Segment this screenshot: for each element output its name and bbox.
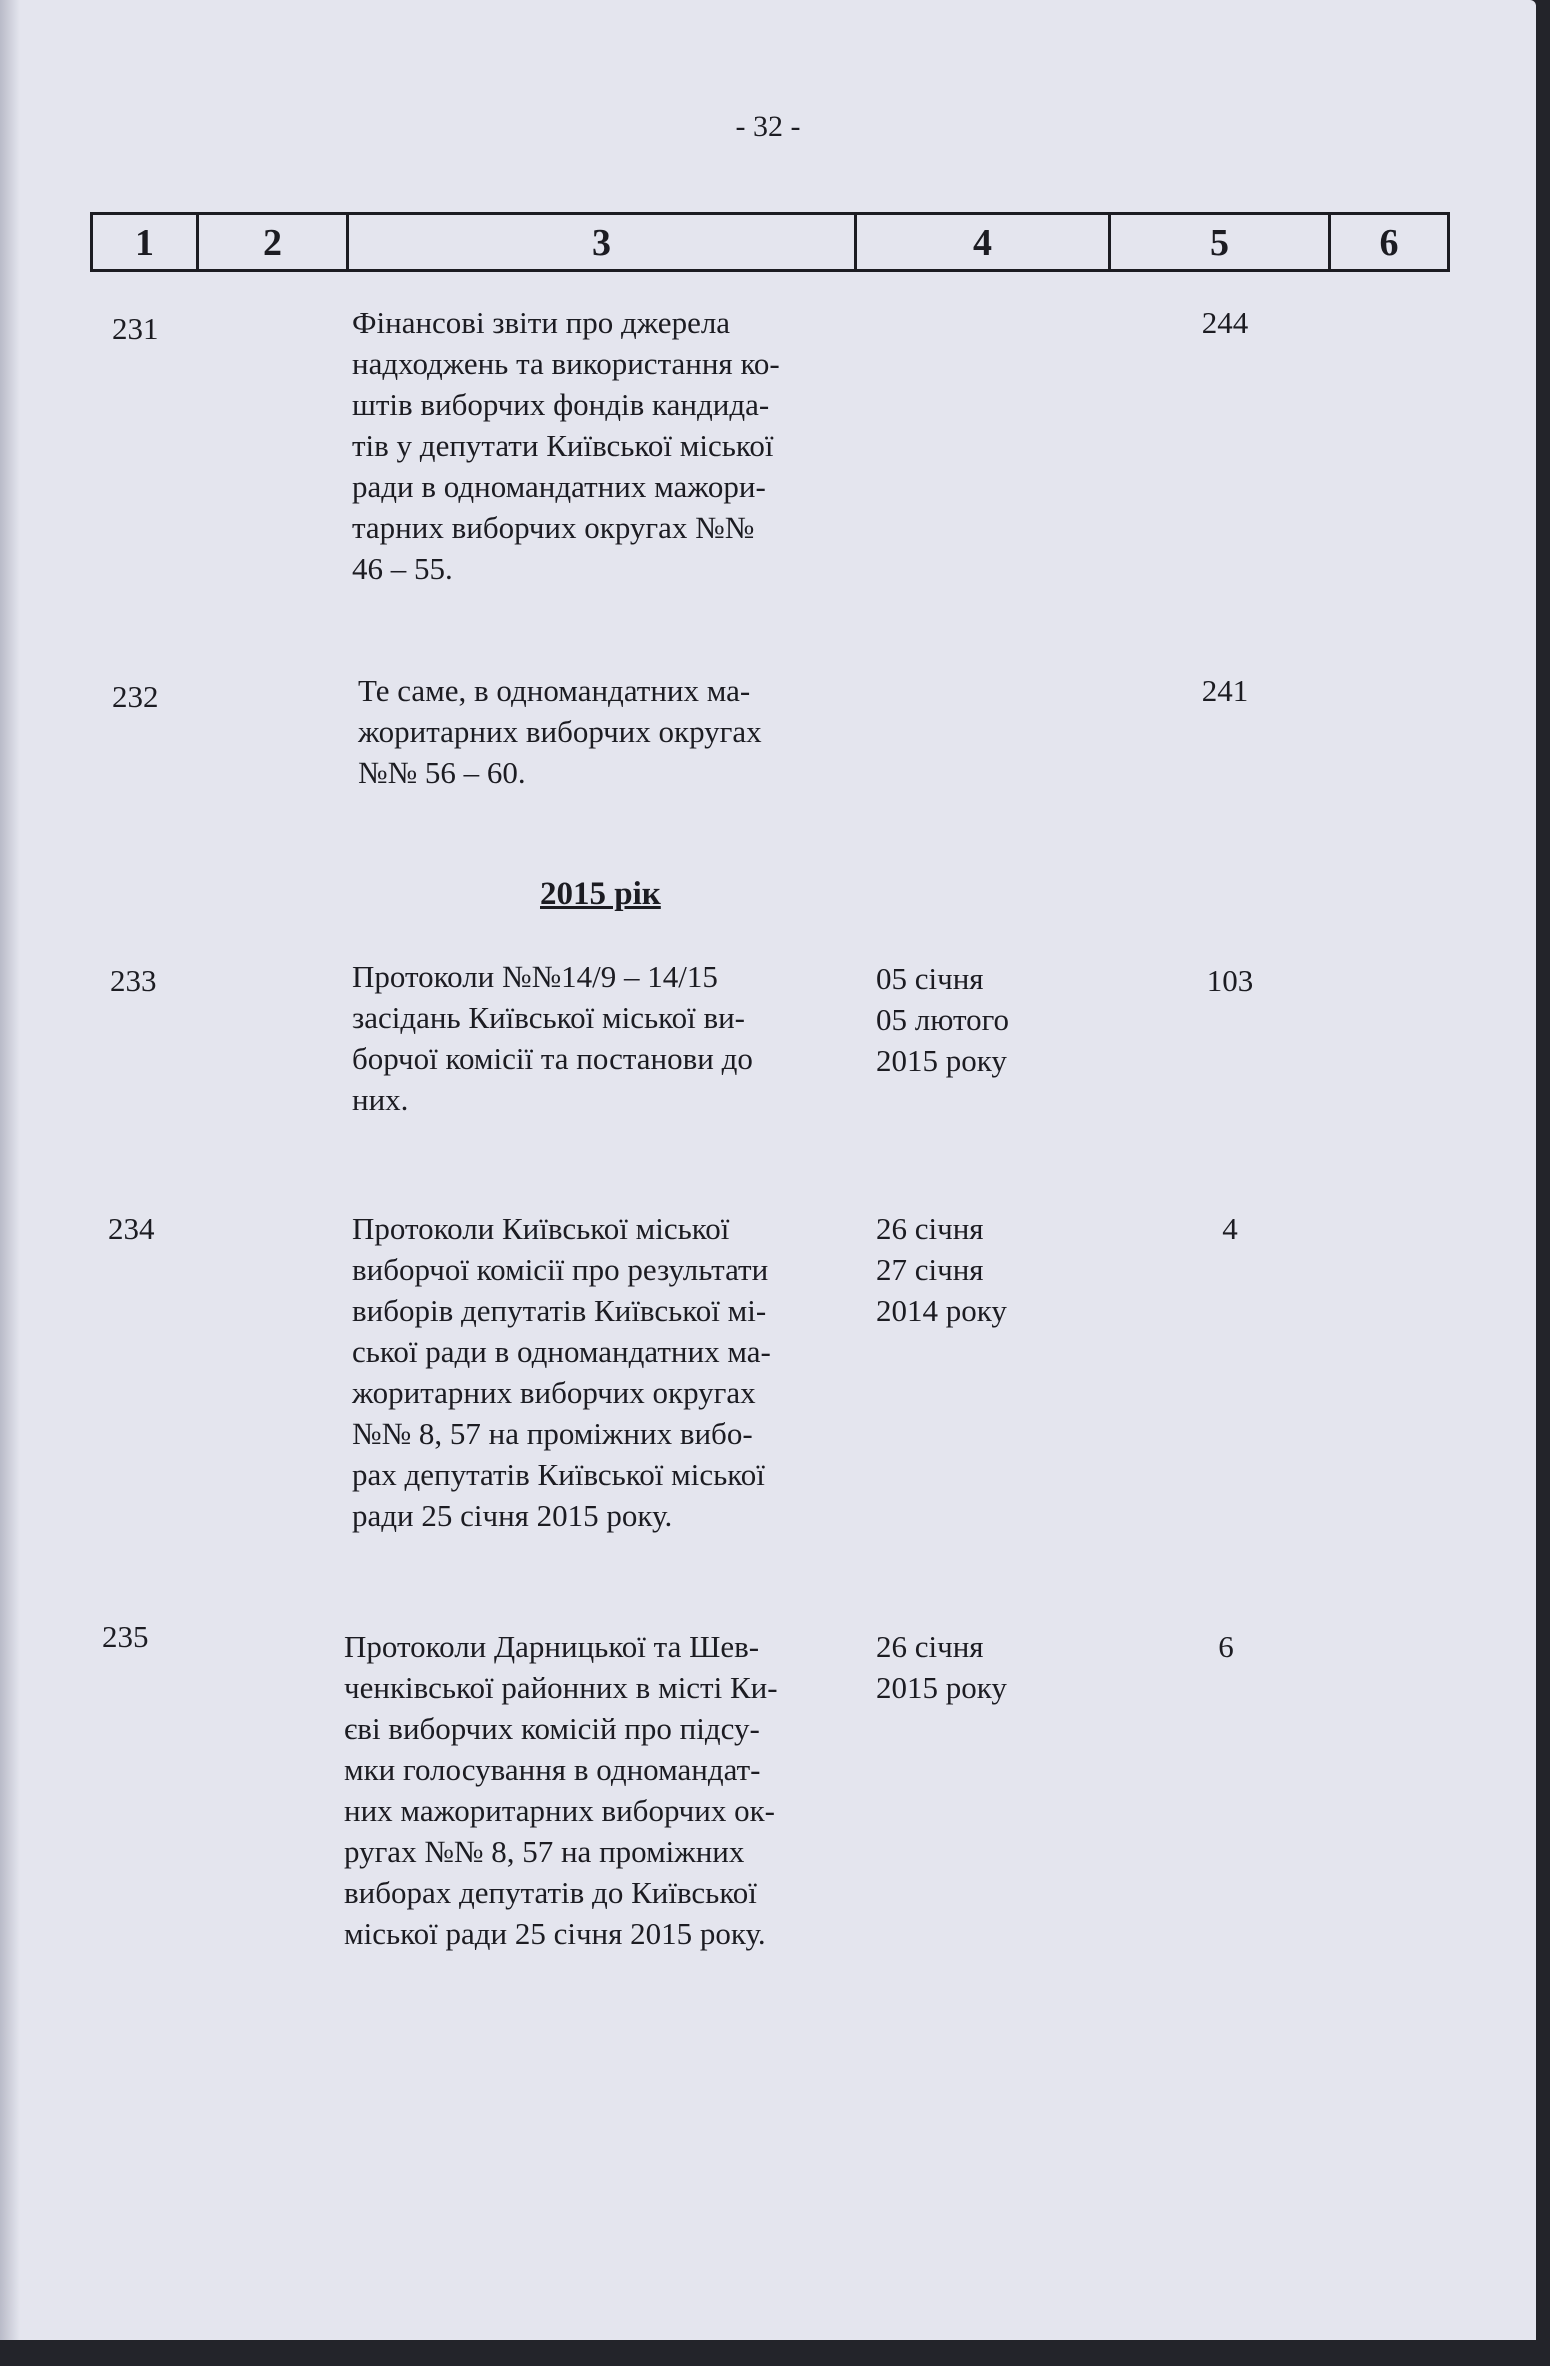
row-date: 26 січня 27 січня 2014 року bbox=[876, 1211, 1007, 1328]
column-header-2: 2 bbox=[199, 215, 349, 269]
column-header-4: 4 bbox=[857, 215, 1111, 269]
page-fold-shadow bbox=[0, 0, 20, 2340]
row-description: Протоколи №№14/9 – 14/15 засідань Київської міської ви- борчої комісії та постанови до них. bbox=[352, 959, 753, 1117]
column-header-6: 6 bbox=[1379, 222, 1399, 264]
row-description: Протоколи Київської міської виборчої комісії про результати виборів депутатів Київської мі- ської ради в одномандатних ма- жоритарних виборчих округах №№ 8, 57 на проміжних вибо- рах депутатів Київської міської ради 25 січня 2015 року. bbox=[352, 1211, 771, 1533]
row-sheet-count: 241 bbox=[1201, 673, 1249, 708]
row-description: Фінансові звіти про джерела надходжень та використання ко- штів виборчих фондів кандида- тів у депутати Київської міської ради в одномандатних мажори- тарних виборчих округах №№ 46 – 55. bbox=[352, 305, 780, 586]
row-number: 235 bbox=[102, 1619, 149, 1654]
row-sheet-count: 4 bbox=[1222, 1211, 1238, 1246]
row-description: Протоколи Дарницької та Шев- ченківської районних в місті Ки- єві виборчих комісій про підсу- мки голосування в одномандат- них мажоритарних виборчих ок- ругах №№ 8, 57 на проміжних виборах депутатів до Київської міської ради 25 січня 2015 року. bbox=[344, 1629, 778, 1951]
page-number: - 32 - bbox=[735, 110, 801, 143]
column-header-3: 3 bbox=[349, 215, 857, 269]
row-number: 234 bbox=[108, 1211, 155, 1246]
row-date: 26 січня 2015 року bbox=[876, 1629, 1007, 1705]
column-header-table bbox=[90, 212, 1450, 272]
row-description: Те саме, в одномандатних ма- жоритарних виборчих округах №№ 56 – 60. bbox=[358, 673, 762, 790]
row-date: 05 січня 05 лютого 2015 року bbox=[876, 961, 1010, 1078]
row-sheet-count: 244 bbox=[1201, 305, 1249, 340]
row-sheet-count: 103 bbox=[1206, 963, 1254, 998]
row-number: 231 bbox=[112, 311, 159, 346]
row-number: 233 bbox=[110, 963, 157, 998]
year-heading: 2015 рік bbox=[540, 876, 661, 912]
column-header-5: 5 bbox=[1111, 215, 1331, 269]
row-number: 232 bbox=[112, 679, 159, 714]
column-header-1: 1 bbox=[93, 215, 199, 269]
row-sheet-count: 6 bbox=[1218, 1629, 1234, 1664]
